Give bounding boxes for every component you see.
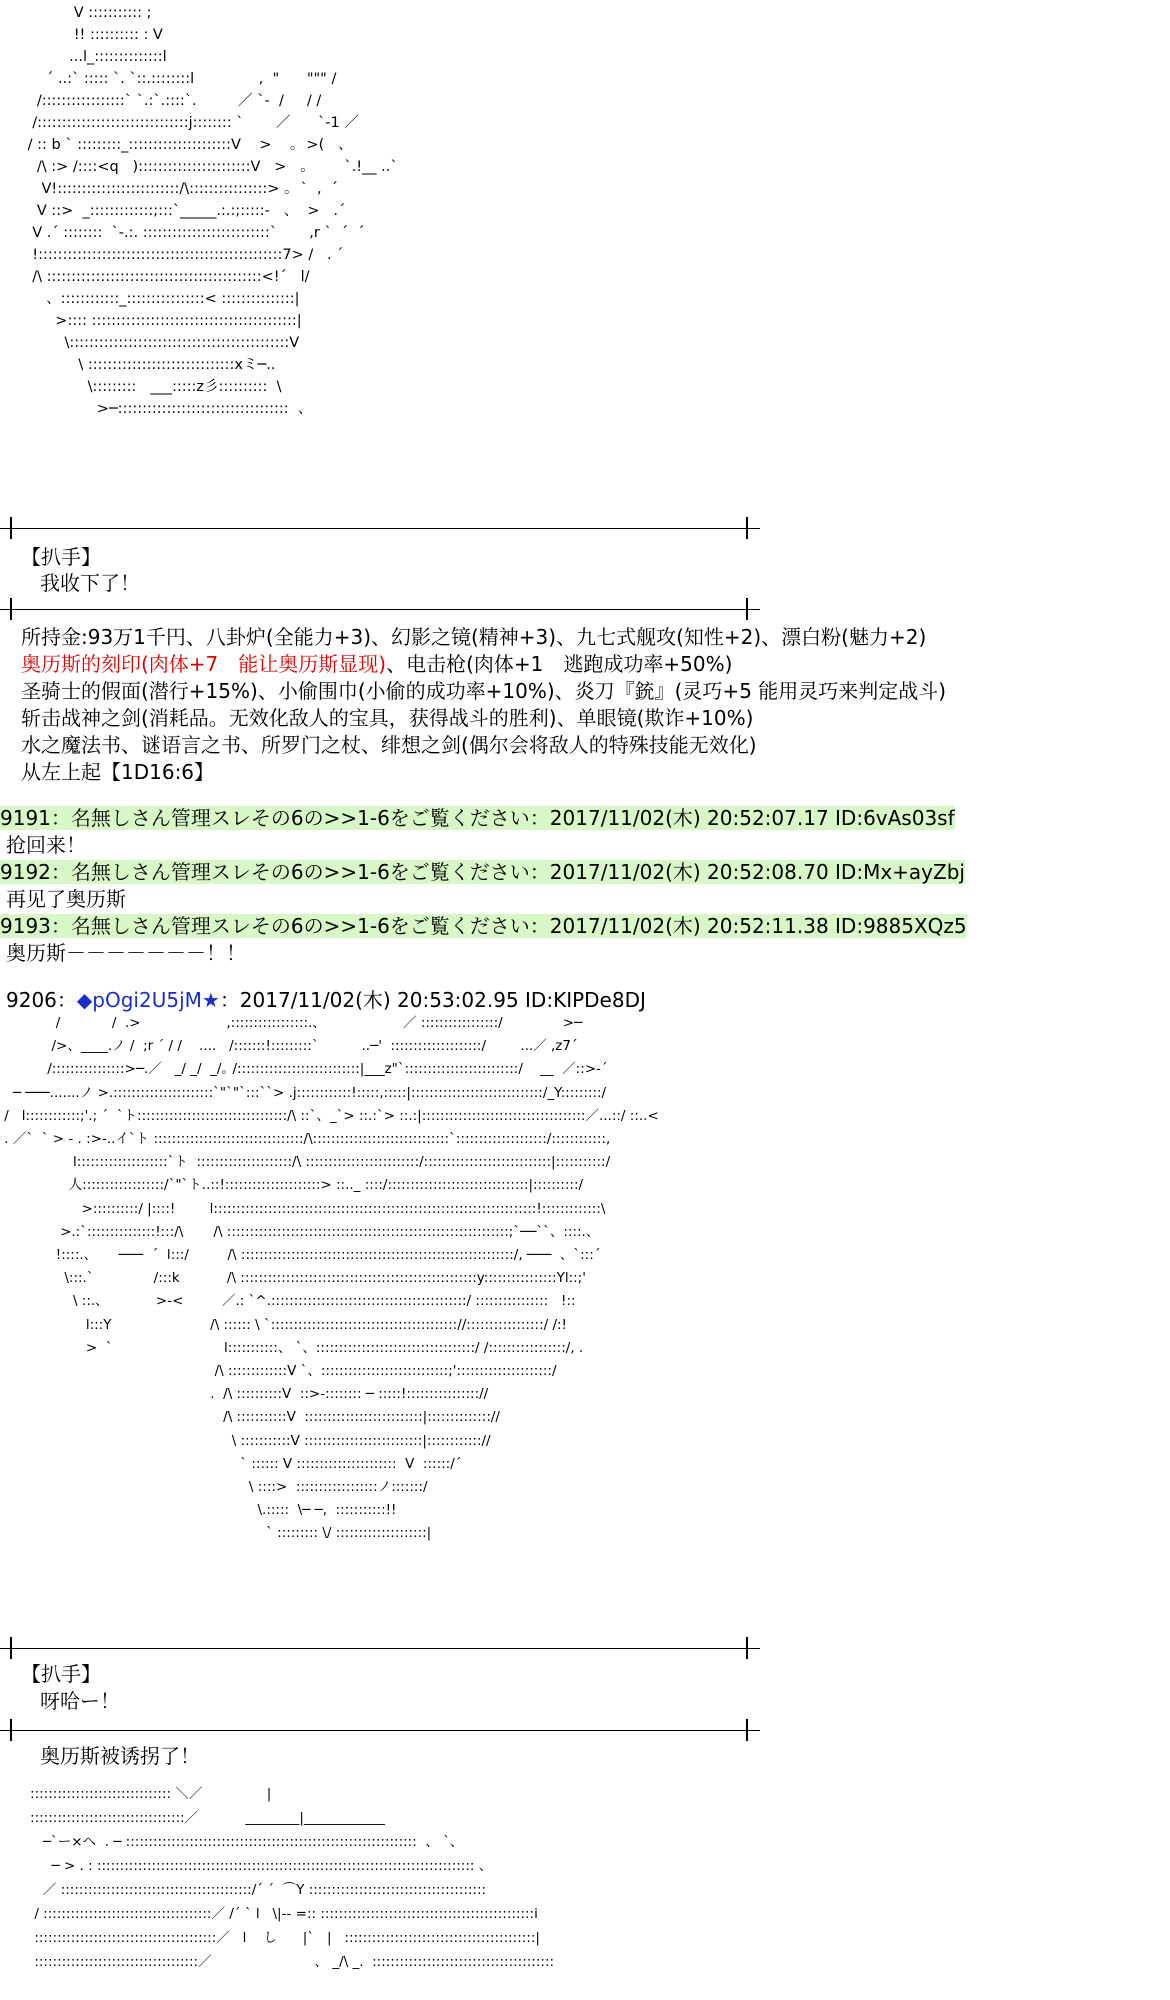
status-line-2-rest: 、电击枪(肉体+1 逃跑成功率+50%) [386,652,733,676]
dialog-line-2: 呀哈ー！ [40,1689,120,1713]
speaker-label-2: 【扒手】 [21,1662,101,1686]
narration-text: 奥历斯被诱拐了！ [40,1744,200,1768]
post-header-text: 9191：名無しさん管理スレその6の>>1-6をご覧ください：2017/11/02(木) 20:52:07.17 ID:6vAs03sf [0,806,955,830]
status-line-4: 斩击战神之剑(消耗品。无效化敌人的宝具，获得战斗的胜利)、单眼镜(欺诈+10%) [21,706,754,730]
author-tripcode-link[interactable]: ◆pOgi2U5jM★ [76,988,220,1012]
post-body: 再见了奥历斯 [6,887,126,911]
status-line-1: 所持金:93万1千円、八卦炉(全能力+3)、幻影之镜(精神+3)、九七式舰攻(知性+2)、漂白粉(魅力+2) [21,625,927,649]
post-body: 奥历斯－－－－－－－！！ [6,941,246,965]
post-header [0,805,955,832]
post-header-9206 [6,987,646,1014]
post-date-id: ：2017/11/02(木) 20:53:02.95 ID:KIPDe8DJ [219,988,646,1012]
status-line-2 [21,651,732,678]
ascii-art-top: V ::::::::::: ; !! :::::::::: : V ...l_::::::::::::::l ´ ..:` ::::: `. `::.::::::::l , " """ / /:::::::::::::::::` `.:`.::::`. ／ `- / / / /:::::::::::::::::::::::::::::::j:::::::: ` ／ `-1 ／ / :: b ` :::::::::_:::::::::::::::::::::V > ｡ >( 、 /\ :> /::::<q ):::::::::::::::::::::::V > ｡ `.!__ ..` V!:::::::::::::::::::::::::/\::::::::::::::::> ｡ ` , ´ V ::> _:::::::::::::;:::`_____.:.:;:::::- 、 > .´ V .´ :::::::: `-.:. ::::::::::::::::::::::::::` ,r ` ´ ´ !::::::::::::::::::::::::::::::::::::::::::::::::::7> / . ´ /\ ::::::::::::::::::::::::::::::::::::::::::::<!´ l/ 、::::::::::::_::::::::::::::::< :::::::::::::::| >:::: ::::::::::::::::::::::::::::::::::::::::::| \:::::::::::::::::::::::::::::::::::::::::::::V \ ::::::::::::::::::::::::::::::xミ─.. \::::::::: ___:::::z彡:::::::::: \ >─::::::::::::::::::::::::::::::::::: 、 [27,5,398,417]
separator-rule-4 [0,1730,760,1731]
ascii-art-bottom: ::::::::::::::::::::::::::::::: ＼／ | ::::::::::::::::::::::::::::::::::／ ________|____________ ─`ー×へ . ─ :::::::::::::::::::::::::::::::::::::::::::::::::::::::::::::::: 、 `、 ─ > . : ::::::::::::::::::::::::::::::::::::::::::::::::::::::::::::::::::::::::::::::::::: 、 ／ ::::::::::::::::::::::::::::::::::::::::::/´ ´ ⌒Y ::::::::::::::::::::::::::::::::::::::: / :::::::::::::::::::::::::::::::::::::／ /´ ` l \|-- =:: :::::::::::::::::::::::::::::::::::::::::::::::i ::::::::::::::::::::::::::::::::::::::::／ l し |` | ::::::::::::::::::::::::::::::::::::::::::| ::::::::::::::::::::::::::::::::::::／ 、 _/\ _. :::::::::::::::::::::::::::::::::::::::: [30,1786,555,1970]
post-header [0,913,967,940]
speaker-label-1: 【扒手】 [21,545,101,569]
separator-rule-1 [0,528,760,529]
status-line-2-red: 奥历斯的刻印(肉体+7 能让奥历斯显现) [21,652,387,676]
post-number: 9206： [6,988,77,1012]
post-header-text: 9193：名無しさん管理スレその6の>>1-6をご覧ください：2017/11/02(木) 20:52:11.38 ID:9885XQz5 [0,914,967,938]
status-line-3: 圣骑士的假面(潜行+15%)、小偷围巾(小偷的成功率+10%)、炎刀『銃』(灵巧+5 能用灵巧来判定战斗) [21,679,947,703]
post-header-text: 9192：名無しさん管理スレその6の>>1-6をご覧ください：2017/11/02(木) 20:52:08.70 ID:Mx+ayZbj [0,860,965,884]
status-line-6: 从左上起【1D16:6】 [21,760,215,784]
status-line-5: 水之魔法书、谜语言之书、所罗门之杖、绯想之剑(偶尔会将敌人的特殊技能无效化) [21,733,757,757]
separator-rule-2 [0,609,760,610]
ascii-art-middle: / / .> ,:::::::::::::::::.、 ／ :::::::::::::::::/ >─ />、____.ノ / ;r ´ / / .... /:::::::!:::::::::` ..─' ::::::::::::::::::::/ ...／ ,z7´ /::::::::::::::::>─.／ _/ _/ _/｡ /:::::::::::::::::::::::::::|___z"`:::::::::::::::::::::::::/ __ ／::>-´ ─ ───.......ノ >.::::::::::::::::::::::`"`"`:::``> .j::::::::::::!:::::,:::::|:::::::::::::::::::::::::::::/_Y:::::::::/ / l::::::::::::;'.; ´ `ト:::::::::::::::::::::::::::::::::/\ ::`、_`> ::.:`> ::.:|::::::::::::::::::::::::::::::::::::／...::/ ::..< . ／` ` > - . :>-..イ`ト :::::::::::::::::::::::::::::::::/\::::::::::::::::::::::::::::::`::::::::::::::::::::/::::::::::::, l::::::::::::::::::::`ト :::::::::::::::::::::/\ :::::::::::::::::::::::::/::::::::::::::::::::::::::::|:::::::::::/ 人::::::::::::::::::/`"`ト..::!:::::::::::::::::::::> ::.._ ::::/:::::::::::::::::::::::::::::::|::::::::::/ >::::::::::/ |::::! l:::::::::::::::::::::::::::::::::::::::::::::::::::::::::::::::::::::::!:::::::::::::\ >.:`:::::::::::::::!:::/\ /\ ::::::::::::::::::::::::::::::::::::::::::::::::::::::::::::::;`──``、::::.、 !::::.、 ─── ´ l:::/ /\ ::::::::::::::::::::::::::::::::::::::::::::::::::::::::::::/, ─── 、`:::´ \:::.` /:::k /\ ::::::::::::::::::::::::::::::::::::::::::::::::::::y::::::::::::::::Yl::;' \ ::.、 >-< ／.: `^.:::::::::::::::::::::::::::::::::::::::::::/ :::::::::::::::: !:: l:::Y /\ :::::: \ `::::::::::::::::::::::::::::::::::::::::://:::::::::::::::::/ /:! > ` l:::::::::::、 `、:::::::::::::::::::::::::::::::::::/ /:::::::::::::::::/, . /\ :::::::::::::V `、::::::::::::::::::::::::::::;':::::::::::::::::::::/ . /\ ::::::::::V ::>-:::::::: ─ :::::!::::::::::::::::// /\ :::::::::::V ::::::::::::::::::::::::::|::::::::::::::// \ :::::::::::V ::::::::::::::::::::::::::|::::::::::::// ` :::::: V :::::::::::::::::::::: V ::::::/´ \ ::::> ::::::::::::::::::ノ:::::::/ \.::::: \─ ─, :::::::::::!! ` ::::::::: \/ ::::::::::::::::::::| [4,1015,659,1542]
dialog-line-1: 我收下了！ [40,571,140,595]
separator-rule-3 [0,1648,760,1649]
post-body: 抢回来！ [6,833,86,857]
post-header [0,859,965,886]
